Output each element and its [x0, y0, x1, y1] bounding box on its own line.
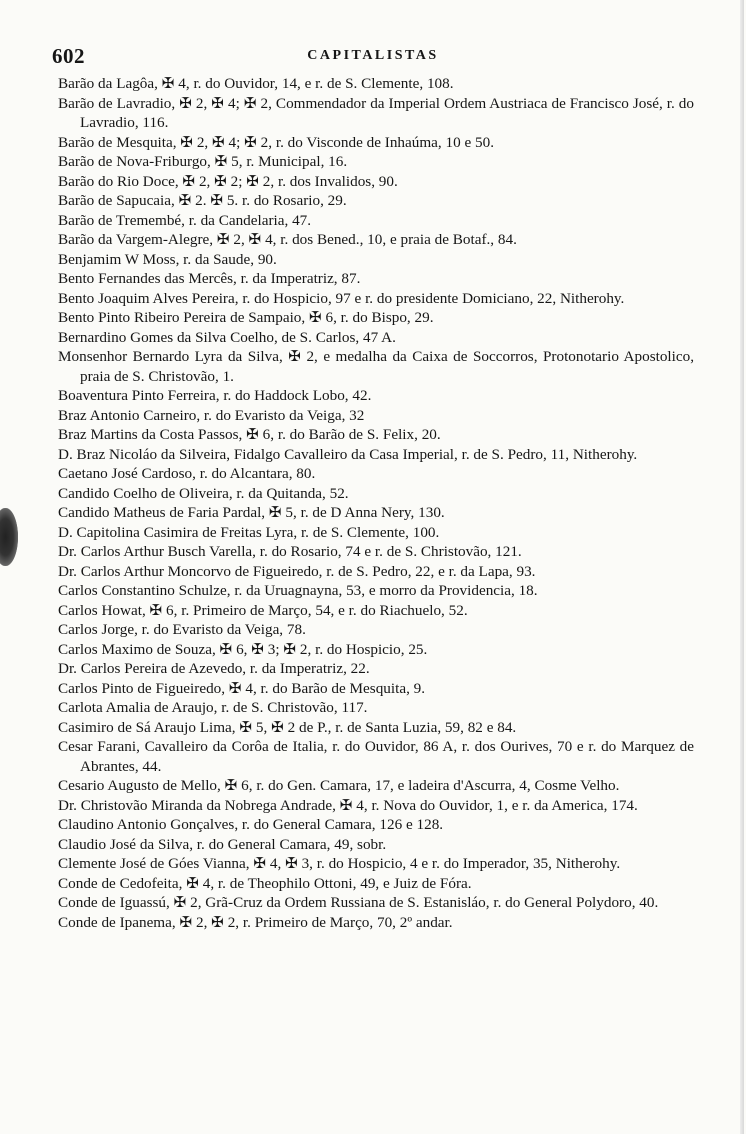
directory-entry: Barão de Tremembé, r. da Candelaria, 47.: [58, 211, 312, 229]
directory-entry: Braz Martins da Costa Passos, ✠ 6, r. do Barão de S. Felix, 20.: [58, 426, 441, 443]
directory-entry: Carlos Pinto de Figueiredo, ✠ 4, r. do Barão de Mesquita, 9.: [58, 679, 426, 697]
directory-entry: Barão do Rio Doce, ✠ 2, ✠ 2; ✠ 2, r. dos Invalidos, 90.: [58, 172, 398, 190]
directory-entries: [58, 74, 694, 932]
directory-entry: D. Braz Nicoláo da Silveira, Fidalgo Cavalleiro da Casa Imperial, r. de S. Pedro, 11, Nitherohy.: [58, 445, 638, 463]
directory-entry: Monsenhor Bernardo Lyra da Silva, ✠ 2, e medalha da Caixa de Soccorros, Protonotario Apostolico, praia de S. Christovão, 1.: [58, 348, 694, 385]
directory-entry: Barão de Mesquita, ✠ 2, ✠ 4; ✠ 2, r. do Visconde de Inhaúma, 10 e 50.: [58, 133, 494, 151]
directory-entry: Braz Antonio Carneiro, r. do Evaristo da Veiga, 32: [58, 406, 365, 424]
directory-entry: Conde de Iguassú, ✠ 2, Grã-Cruz da Ordem Russiana de S. Estanisláo, r. do General Polydoro, 40.: [58, 894, 659, 911]
directory-entry: Barão da Lagôa, ✠ 4, r. do Ouvidor, 14, e r. de S. Clemente, 108.: [58, 75, 454, 92]
directory-entry: Claudio José da Silva, r. do General Camara, 49, sobr.: [58, 835, 387, 853]
directory-entry: Conde de Ipanema, ✠ 2, ✠ 2, r. Primeiro de Março, 70, 2º andar.: [58, 913, 453, 931]
directory-entry: Barão de Nova-Friburgo, ✠ 5, r. Municipal, 16.: [58, 153, 348, 170]
directory-entry: Bento Pinto Ribeiro Pereira de Sampaio, ✠ 6, r. do Bispo, 29.: [58, 309, 434, 326]
directory-entry: Barão da Vargem-Alegre, ✠ 2, ✠ 4, r. dos Bened., 10, e praia de Botaf., 84.: [58, 231, 517, 248]
directory-entry: Carlota Amalia de Araujo, r. de S. Christovão, 117.: [58, 699, 368, 716]
directory-entry: Carlos Maximo de Souza, ✠ 6, ✠ 3; ✠ 2, r. do Hospicio, 25.: [58, 640, 428, 658]
directory-entry: Casimiro de Sá Araujo Lima, ✠ 5, ✠ 2 de P., r. de Santa Luzia, 59, 82 e 84.: [58, 718, 517, 736]
directory-entry: Dr. Carlos Arthur Moncorvo de Figueiredo, r. de S. Pedro, 22, e r. da Lapa, 93.: [58, 562, 536, 580]
directory-entry: Candido Matheus de Faria Pardal, ✠ 5, r. de D Anna Nery, 130.: [58, 504, 445, 521]
page-number: 602: [52, 44, 85, 68]
directory-entry: Carlos Jorge, r. do Evaristo da Veiga, 78.: [58, 621, 306, 638]
directory-entry: Benjamim W Moss, r. da Saude, 90.: [58, 250, 277, 268]
directory-entry: Barão de Sapucaia, ✠ 2. ✠ 5. r. do Rosario, 29.: [58, 192, 347, 209]
directory-entry: Barão de Lavradio, ✠ 2, ✠ 4; ✠ 2, Commendador da Imperial Ordem Austriaca de Francisco José, r. do Lavradio, 116.: [58, 94, 694, 131]
directory-entry: Claudino Antonio Gonçalves, r. do General Camara, 126 e 128.: [58, 816, 444, 833]
directory-entry: Dr. Carlos Pereira de Azevedo, r. da Imperatriz, 22.: [58, 660, 370, 677]
directory-entry: Bento Joaquim Alves Pereira, r. do Hospicio, 97 e r. do presidente Domiciano, 22, Nitherohy.: [58, 289, 625, 307]
page-edge-shadow: [740, 0, 744, 1134]
directory-entry: Conde de Cedofeita, ✠ 4, r. de Theophilo Ottoni, 49, e Juiz de Fóra.: [58, 874, 472, 892]
directory-entry: Boaventura Pinto Ferreira, r. do Haddock Lobo, 42.: [58, 387, 372, 404]
directory-entry: Cesario Augusto de Mello, ✠ 6, r. do Gen. Camara, 17, e ladeira d'Ascurra, 4, Cosme Velho.: [58, 777, 620, 794]
directory-entry: Bernardino Gomes da Silva Coelho, de S. Carlos, 47 A.: [58, 328, 396, 346]
directory-entry: Clemente José de Góes Vianna, ✠ 4, ✠ 3, r. do Hospicio, 4 e r. do Imperador, 35, Nitherohy.: [58, 855, 621, 872]
directory-entry: Carlos Howat, ✠ 6, r. Primeiro de Março, 54, e r. do Riachuelo, 52.: [58, 601, 468, 619]
binding-ink-blot: [0, 508, 18, 566]
directory-entry: Dr. Carlos Arthur Busch Varella, r. do Rosario, 74 e r. de S. Christovão, 121.: [58, 543, 522, 560]
directory-entry: D. Capitolina Casimira de Freitas Lyra, r. de S. Clemente, 100.: [58, 523, 440, 541]
running-title: CAPITALISTAS: [307, 48, 439, 63]
directory-entry: Carlos Constantino Schulze, r. da Uruagnayna, 53, e morro da Providencia, 18.: [58, 582, 538, 599]
directory-entry: Dr. Christovão Miranda da Nobrega Andrade, ✠ 4, r. Nova do Ouvidor, 1, e r. da America, 174.: [58, 796, 638, 814]
directory-entry: Candido Coelho de Oliveira, r. da Quitanda, 52.: [58, 484, 349, 502]
directory-entry: Caetano José Cardoso, r. do Alcantara, 80.: [58, 465, 316, 482]
directory-entry: Bento Fernandes das Mercês, r. da Imperatriz, 87.: [58, 270, 361, 287]
directory-entry: Cesar Farani, Cavalleiro da Corôa de Italia, r. do Ouvidor, 86 A, r. dos Ourives, 70 e r. do Marquez de Abrantes, 44.: [58, 738, 694, 775]
